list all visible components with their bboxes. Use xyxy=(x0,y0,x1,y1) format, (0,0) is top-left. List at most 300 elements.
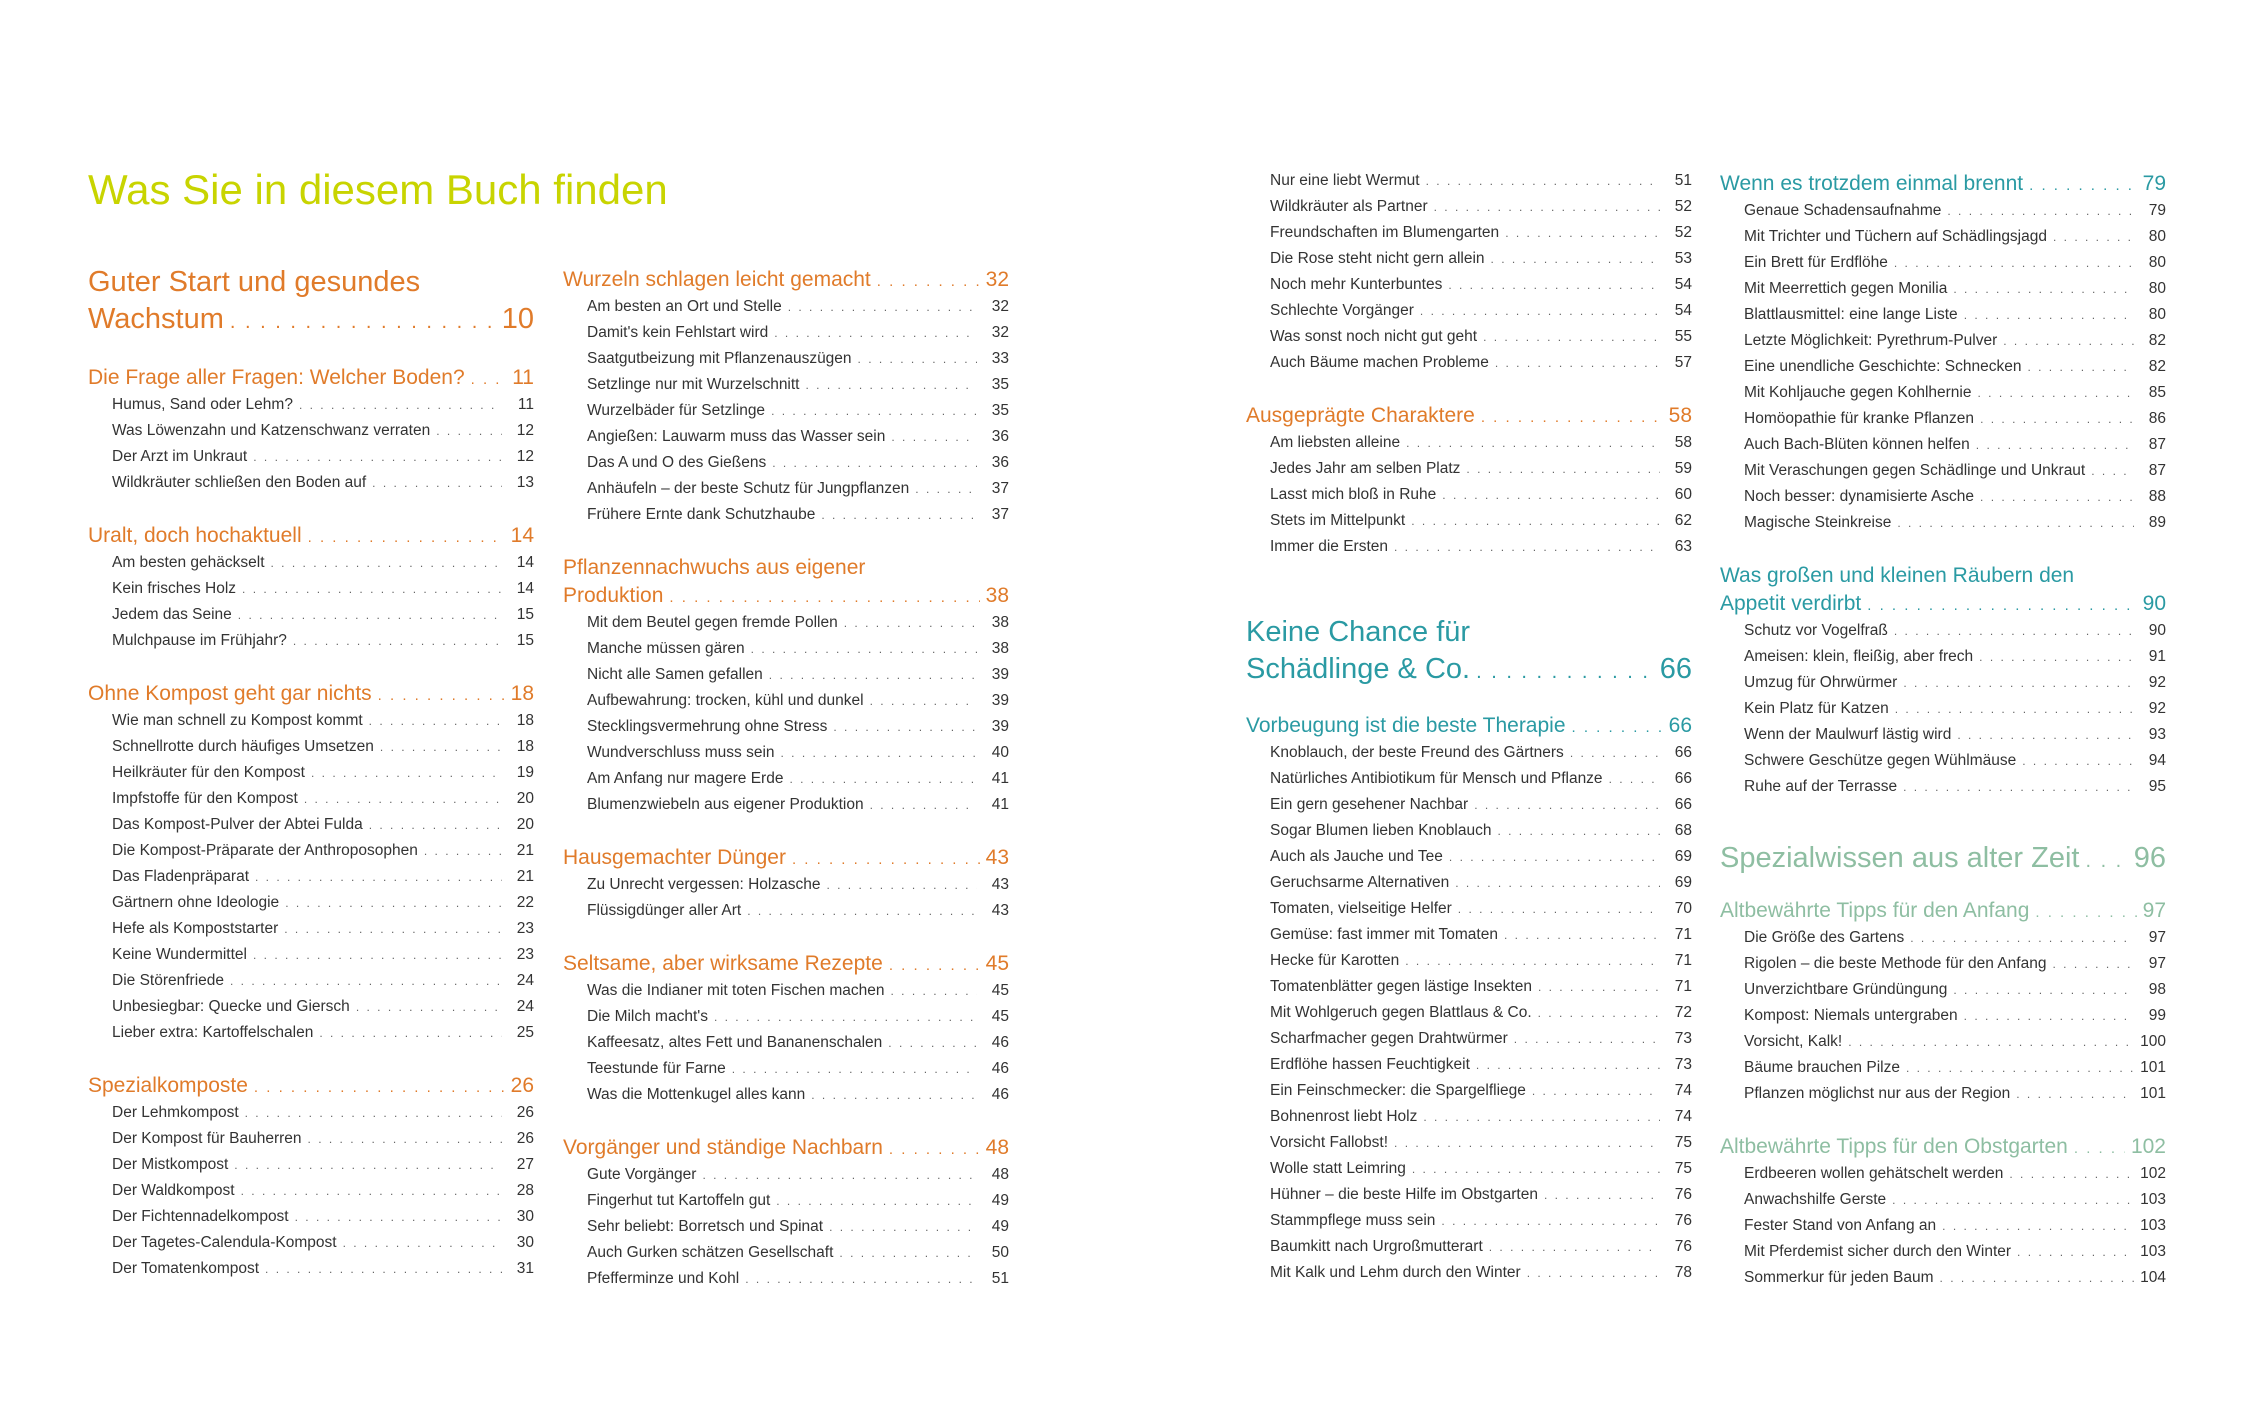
toc-entry-page: 66 xyxy=(1674,744,1692,761)
dot-leader xyxy=(1489,1240,1660,1254)
dot-leader xyxy=(839,1246,977,1260)
dot-leader xyxy=(1394,540,1660,554)
toc-entry xyxy=(563,298,1009,324)
chapter-heading-title: Spezialwissen aus alter Zeit xyxy=(1720,842,2080,874)
toc-entry xyxy=(88,842,534,868)
toc-entry xyxy=(1720,674,2166,700)
dot-leader xyxy=(1848,1035,2134,1049)
toc-entry-page: 66 xyxy=(1674,796,1692,813)
section-heading-page: 102 xyxy=(2130,1135,2166,1158)
toc-entry xyxy=(88,554,534,580)
toc-entry-page: 93 xyxy=(2148,726,2166,743)
toc-entry xyxy=(1720,384,2166,410)
toc-entry-title: Nur eine liebt Wermut xyxy=(1270,172,1420,189)
section-heading-title: Ausgeprägte Charaktere xyxy=(1246,404,1475,427)
toc-entry-title: Immer die Ersten xyxy=(1270,538,1389,555)
toc-entry xyxy=(1246,1004,1692,1030)
dot-leader xyxy=(915,482,977,496)
toc-entry-page: 54 xyxy=(1674,302,1692,319)
toc-entry-title: Bohnenrost liebt Holz xyxy=(1270,1108,1418,1125)
toc-entry-page: 69 xyxy=(1674,874,1692,891)
toc-entry xyxy=(563,718,1009,744)
toc-entry-title: Kein frisches Holz xyxy=(112,580,237,597)
toc-entry xyxy=(88,1130,534,1156)
toc-entry xyxy=(563,1192,1009,1218)
toc-entry xyxy=(1720,462,2166,488)
dot-leader xyxy=(1867,597,2136,614)
dot-leader xyxy=(238,608,502,622)
toc-entry-title: Der Tagetes-Calendula-Kompost xyxy=(112,1234,337,1251)
toc-entry-page: 87 xyxy=(2148,462,2166,479)
toc-entry-title: Mit Wohlgeruch gegen Blattlaus & Co. xyxy=(1270,1004,1532,1021)
dot-leader xyxy=(372,476,502,490)
toc-entry-title: Der Tomatenkompost xyxy=(112,1260,260,1277)
toc-entry xyxy=(1246,952,1692,978)
toc-entry-page: 92 xyxy=(2148,674,2166,691)
dot-leader xyxy=(1953,282,2134,296)
dot-leader xyxy=(1894,624,2134,638)
section-heading-page: 18 xyxy=(510,682,534,705)
dot-leader xyxy=(1942,1219,2134,1233)
toc-entry-page: 14 xyxy=(516,554,534,571)
dot-leader xyxy=(772,456,977,470)
toc-entry xyxy=(1720,752,2166,778)
toc-entry-title: Kein Platz für Katzen xyxy=(1744,700,1889,717)
toc-entry-title: Scharfmacher gegen Drahtwürmer xyxy=(1270,1030,1508,1047)
section-heading xyxy=(1720,592,2166,622)
toc-entry-page: 76 xyxy=(1674,1238,1692,1255)
dot-leader xyxy=(1957,728,2134,742)
section-heading xyxy=(1720,172,2166,202)
toc-entry xyxy=(88,972,534,998)
dot-leader xyxy=(1903,676,2134,690)
toc-entry-title: Hühner – die beste Hilfe im Obstgarten xyxy=(1270,1186,1538,1203)
dot-leader xyxy=(1474,798,1660,812)
toc-entry-title: Die Kompost-Präparate der Anthroposophen xyxy=(112,842,418,859)
dot-leader xyxy=(889,957,980,974)
toc-entry-title: Der Kompost für Bauherren xyxy=(112,1130,302,1147)
toc-entry-title: Wenn der Maulwurf lästig wird xyxy=(1744,726,1952,743)
dot-leader xyxy=(1895,702,2134,716)
dot-leader xyxy=(833,720,977,734)
toc-entry-title: Unverzichtbare Gründüngung xyxy=(1744,981,1948,998)
toc-entry-title: Ein Brett für Erdflöhe xyxy=(1744,254,1888,271)
toc-entry xyxy=(563,376,1009,402)
toc-entry-page: 18 xyxy=(516,712,534,729)
toc-entry-page: 91 xyxy=(2148,648,2166,665)
toc-entry-title: Auch Bach-Blüten können helfen xyxy=(1744,436,1970,453)
toc-entry xyxy=(1246,900,1692,926)
toc-entry-title: Zu Unrecht vergessen: Holzasche xyxy=(587,876,821,893)
toc-entry xyxy=(1720,488,2166,514)
toc-entry xyxy=(1246,354,1692,380)
dot-leader xyxy=(295,1210,502,1224)
dot-leader xyxy=(230,311,496,334)
toc-entry-title: Sehr beliebt: Borretsch und Spinat xyxy=(587,1218,824,1235)
dot-leader xyxy=(858,352,977,366)
dot-leader xyxy=(1906,1061,2134,1075)
dot-leader xyxy=(1609,772,1660,786)
toc-entry xyxy=(1720,280,2166,306)
dot-leader xyxy=(1481,409,1663,426)
toc-entry-title: Gemüse: fast immer mit Tomaten xyxy=(1270,926,1498,943)
toc-entry xyxy=(563,1270,1009,1296)
toc-entry xyxy=(88,764,534,790)
toc-entry-page: 22 xyxy=(516,894,534,911)
toc-entry-title: Angießen: Lauwarm muss das Wasser sein xyxy=(587,428,886,445)
chapter-heading xyxy=(88,266,534,340)
dot-leader xyxy=(889,1141,980,1158)
toc-entry-title: Fester Stand von Anfang an xyxy=(1744,1217,1937,1234)
dot-leader xyxy=(745,1272,977,1286)
toc-entry xyxy=(88,920,534,946)
toc-entry xyxy=(1246,744,1692,770)
toc-entry-title: Wundverschluss muss sein xyxy=(587,744,775,761)
dot-leader xyxy=(2009,1167,2134,1181)
dot-leader xyxy=(1420,304,1660,318)
toc-entry-page: 95 xyxy=(2148,778,2166,795)
toc-entry-page: 73 xyxy=(1674,1056,1692,1073)
toc-entry xyxy=(1720,726,2166,752)
toc-entry-title: Jedem das Seine xyxy=(112,606,232,623)
chapter-heading xyxy=(1720,842,2166,875)
toc-entry-page: 100 xyxy=(2140,1033,2166,1050)
toc-entry-title: Setzlinge nur mit Wurzelschnitt xyxy=(587,376,800,393)
toc-entry-title: Damit's kein Fehlstart wird xyxy=(587,324,769,341)
section-heading-title: Spezialkomposte xyxy=(88,1074,248,1097)
toc-entry xyxy=(88,998,534,1024)
chapter-title xyxy=(88,303,534,340)
toc-entry xyxy=(563,640,1009,666)
toc-entry-title: Ameisen: klein, fleißig, aber frech xyxy=(1744,648,1974,665)
toc-entry-title: Anwachshilfe Gerste xyxy=(1744,1191,1887,1208)
section-heading-line: Was großen und kleinen Räubern den xyxy=(1720,564,2075,587)
toc-entry-title: Gärtnern ohne Ideologie xyxy=(112,894,280,911)
toc-entry xyxy=(563,1034,1009,1060)
section-heading xyxy=(88,524,534,554)
toc-entry-title: Teestunde für Farne xyxy=(587,1060,726,1077)
dot-leader xyxy=(369,714,502,728)
toc-entry-page: 41 xyxy=(991,770,1009,787)
section-heading xyxy=(563,1136,1009,1166)
dot-leader xyxy=(1964,308,2134,322)
toc-entry xyxy=(88,606,534,632)
toc-entry xyxy=(563,1008,1009,1034)
toc-entry-title: Stammpflege muss sein xyxy=(1270,1212,1436,1229)
section-heading-page: 14 xyxy=(510,524,534,547)
toc-entry xyxy=(1720,228,2166,254)
dot-leader xyxy=(1940,1271,2134,1285)
toc-entry-title: Saatgutbeizung mit Pflanzenauszügen xyxy=(587,350,852,367)
toc-entry-title: Pfefferminze und Kohl xyxy=(587,1270,740,1287)
dot-leader xyxy=(2016,1087,2134,1101)
toc-entry-page: 68 xyxy=(1674,822,1692,839)
toc-entry-title: Noch besser: dynamisierte Asche xyxy=(1744,488,1975,505)
toc-entry-title: Das Kompost-Pulver der Abtei Fulda xyxy=(112,816,363,833)
toc-entry-title: Das Fladenpräparat xyxy=(112,868,249,885)
section-heading xyxy=(563,268,1009,298)
toc-entry-title: Knoblauch, der beste Freund des Gärtners xyxy=(1270,744,1564,761)
section-heading-page: 66 xyxy=(1668,714,1692,737)
dot-leader xyxy=(1910,931,2134,945)
dot-leader xyxy=(806,378,978,392)
chapter-title xyxy=(1246,653,1692,690)
section-heading-title: Vorbeugung ist die beste Therapie xyxy=(1246,714,1566,737)
toc-entry-page: 88 xyxy=(2148,488,2166,505)
toc-entry xyxy=(1246,1134,1692,1160)
dot-leader xyxy=(1514,1032,1660,1046)
section-heading-page: 11 xyxy=(512,366,534,389)
toc-entry-title: Mit Trichter und Tüchern auf Schädlingsjagd xyxy=(1744,228,2047,245)
toc-entry xyxy=(1720,1033,2166,1059)
section-heading xyxy=(563,952,1009,982)
toc-entry-page: 20 xyxy=(516,790,534,807)
dot-leader xyxy=(1495,356,1660,370)
toc-entry-title: Humus, Sand oder Lehm? xyxy=(112,396,293,413)
dot-leader xyxy=(1953,983,2134,997)
section-heading-title: Ohne Kompost geht gar nichts xyxy=(88,682,372,705)
toc-entry-page: 79 xyxy=(2148,202,2166,219)
toc-entry-page: 99 xyxy=(2148,1007,2166,1024)
toc-entry xyxy=(1246,770,1692,796)
toc-entry-title: Manche müssen gären xyxy=(587,640,745,657)
toc-entry-page: 19 xyxy=(516,764,534,781)
toc-entry-title: Die Milch macht's xyxy=(587,1008,708,1025)
toc-entry xyxy=(563,454,1009,480)
toc-entry xyxy=(1246,198,1692,224)
toc-entry-title: Natürliches Antibiotikum für Mensch und Pflanze xyxy=(1270,770,1603,787)
dot-leader xyxy=(771,404,977,418)
dot-leader xyxy=(471,371,507,388)
toc-entry xyxy=(1246,276,1692,302)
toc-entry-title: Kaffeesatz, altes Fett und Bananenschalen xyxy=(587,1034,883,1051)
toc-entry-title: Vorsicht, Kalk! xyxy=(1744,1033,1843,1050)
section-heading-page: 48 xyxy=(985,1136,1009,1159)
toc-entry-page: 49 xyxy=(991,1218,1009,1235)
toc-entry-title: Tomaten, vielseitige Helfer xyxy=(1270,900,1452,917)
toc-entry-title: Mit Meerrettich gegen Monilia xyxy=(1744,280,1948,297)
toc-entry xyxy=(1720,648,2166,674)
toc-entry-title: Fingerhut tut Kartoffeln gut xyxy=(587,1192,771,1209)
toc-entry-page: 71 xyxy=(1674,952,1692,969)
toc-entry-title: Ein Feinschmecker: die Spargelfliege xyxy=(1270,1082,1526,1099)
toc-entry xyxy=(1246,328,1692,354)
toc-entry xyxy=(1246,512,1692,538)
toc-entry-title: Homöopathie für kranke Pflanzen xyxy=(1744,410,1975,427)
toc-entry xyxy=(1246,1030,1692,1056)
toc-entry xyxy=(1720,778,2166,804)
toc-entry xyxy=(1246,1108,1692,1134)
toc-entry-page: 80 xyxy=(2148,280,2166,297)
section-heading-title: Die Frage aller Fragen: Welcher Boden? xyxy=(88,366,465,389)
toc-entry xyxy=(563,506,1009,532)
dot-leader xyxy=(2029,177,2137,194)
toc-entry-page: 87 xyxy=(2148,436,2166,453)
toc-entry-page: 97 xyxy=(2148,955,2166,972)
dot-leader xyxy=(285,896,502,910)
dot-leader xyxy=(2017,1245,2134,1259)
toc-entry xyxy=(563,1060,1009,1086)
toc-entry-title: Auch Bäume machen Probleme xyxy=(1270,354,1489,371)
dot-leader xyxy=(1455,876,1660,890)
toc-entry xyxy=(1246,250,1692,276)
toc-entry-page: 26 xyxy=(516,1130,534,1147)
dot-leader xyxy=(1894,256,2134,270)
toc-entry-title: Keine Wundermittel xyxy=(112,946,247,963)
chapter-title-title: Schädlinge & Co. xyxy=(1246,653,1471,685)
dot-leader xyxy=(1903,780,2134,794)
toc-column-3 xyxy=(1246,172,1692,1290)
section-heading xyxy=(88,366,534,396)
dot-leader xyxy=(1527,1266,1660,1280)
toc-entry xyxy=(1246,302,1692,328)
dot-leader xyxy=(265,1262,502,1276)
toc-entry xyxy=(88,422,534,448)
dot-leader xyxy=(1491,252,1660,266)
toc-entry xyxy=(1720,436,2166,462)
toc-entry xyxy=(88,396,534,422)
toc-entry-page: 41 xyxy=(991,796,1009,813)
dot-leader xyxy=(1497,824,1660,838)
chapter-title-title: Wachstum xyxy=(88,303,224,335)
toc-entry-title: Die Rose steht nicht gern allein xyxy=(1270,250,1485,267)
dot-leader xyxy=(669,589,979,606)
toc-entry xyxy=(1246,1212,1692,1238)
toc-entry-page: 54 xyxy=(1674,276,1692,293)
section-heading xyxy=(563,584,1009,614)
toc-entry xyxy=(1720,254,2166,280)
toc-entry-page: 74 xyxy=(1674,1108,1692,1125)
toc-entry-page: 18 xyxy=(516,738,534,755)
toc-entry-page: 62 xyxy=(1674,512,1692,529)
toc-entry-title: Noch mehr Kunterbuntes xyxy=(1270,276,1443,293)
chapter-heading-page: 96 xyxy=(2133,842,2166,874)
dot-leader xyxy=(1406,436,1660,450)
toc-entry-title: Die Störenfriede xyxy=(112,972,225,989)
toc-column-2 xyxy=(563,268,1009,1296)
toc-entry xyxy=(1720,202,2166,228)
section-heading-title: Seltsame, aber wirksame Rezepte xyxy=(563,952,883,975)
toc-entry xyxy=(1246,1082,1692,1108)
toc-entry-page: 20 xyxy=(516,816,534,833)
toc-entry xyxy=(88,738,534,764)
toc-entry xyxy=(1720,1007,2166,1033)
toc-entry-page: 15 xyxy=(516,606,534,623)
toc-entry-page: 39 xyxy=(991,718,1009,735)
dot-leader xyxy=(2091,464,2134,478)
toc-entry-page: 23 xyxy=(516,920,534,937)
dot-leader xyxy=(319,1026,502,1040)
toc-entry-title: Impfstoffe für den Kompost xyxy=(112,790,298,807)
toc-entry-page: 37 xyxy=(991,480,1009,497)
toc-entry xyxy=(563,614,1009,640)
toc-entry-page: 13 xyxy=(516,474,534,491)
toc-entry xyxy=(1720,410,2166,436)
toc-entry-title: Tomatenblätter gegen lästige Insekten xyxy=(1270,978,1532,995)
toc-entry-page: 60 xyxy=(1674,486,1692,503)
toc-entry xyxy=(88,632,534,658)
dot-leader xyxy=(1405,954,1660,968)
toc-entry xyxy=(563,402,1009,428)
toc-entry-title: Blattlausmittel: eine lange Liste xyxy=(1744,306,1958,323)
toc-entry-page: 51 xyxy=(1674,172,1692,189)
toc-entry-title: Was sonst noch nicht gut geht xyxy=(1270,328,1478,345)
toc-entry-title: Der Arzt im Unkraut xyxy=(112,448,248,465)
toc-entry-page: 69 xyxy=(1674,848,1692,865)
toc-entry-title: Flüssigdünger aller Art xyxy=(587,902,742,919)
section-heading-page: 58 xyxy=(1668,404,1692,427)
dot-leader xyxy=(284,922,502,936)
toc-entry xyxy=(88,1260,534,1286)
dot-leader xyxy=(1538,980,1660,994)
dot-leader xyxy=(242,582,502,596)
dot-leader xyxy=(255,870,502,884)
toc-entry-title: Wildkräuter schließen den Boden auf xyxy=(112,474,367,491)
section-heading-title: Appetit verdirbt xyxy=(1720,592,1862,615)
dot-leader xyxy=(821,508,977,522)
toc-entry-page: 15 xyxy=(516,632,534,649)
dot-leader xyxy=(829,1220,977,1234)
dot-leader xyxy=(870,798,977,812)
dot-leader xyxy=(356,1000,502,1014)
toc-entry xyxy=(1246,538,1692,564)
toc-entry xyxy=(88,868,534,894)
toc-entry xyxy=(88,946,534,972)
dot-leader xyxy=(308,529,505,546)
toc-entry-title: Gute Vorgänger xyxy=(587,1166,697,1183)
toc-entry-page: 49 xyxy=(991,1192,1009,1209)
toc-entry xyxy=(563,770,1009,796)
dot-leader xyxy=(424,844,502,858)
toc-entry xyxy=(563,324,1009,350)
toc-entry-page: 98 xyxy=(2148,981,2166,998)
toc-entry xyxy=(88,474,534,500)
toc-entry-title: Am liebsten alleine xyxy=(1270,434,1401,451)
dot-leader xyxy=(1544,1188,1660,1202)
section-heading-page: 90 xyxy=(2142,592,2166,615)
toc-entry-title: Schutz vor Vogelfraß xyxy=(1744,622,1888,639)
toc-entry xyxy=(1246,486,1692,512)
dot-leader xyxy=(789,772,977,786)
chapter-heading-line: Keine Chance für xyxy=(1246,616,1471,648)
toc-entry-page: 66 xyxy=(1674,770,1692,787)
dot-leader xyxy=(811,1088,977,1102)
toc-entry-page: 45 xyxy=(991,1008,1009,1025)
toc-entry-title: Eine unendliche Geschichte: Schnecken xyxy=(1744,358,2022,375)
toc-entry-title: Wolle statt Leimring xyxy=(1270,1160,1406,1177)
dot-leader xyxy=(1476,1058,1660,1072)
toc-entry xyxy=(1246,1238,1692,1264)
toc-entry xyxy=(1720,1217,2166,1243)
toc-entry xyxy=(563,666,1009,692)
toc-entry-page: 26 xyxy=(516,1104,534,1121)
dot-leader xyxy=(2003,334,2134,348)
toc-entry-title: Erdflöhe hassen Feuchtigkeit xyxy=(1270,1056,1470,1073)
toc-entry-page: 72 xyxy=(1674,1004,1692,1021)
toc-entry-page: 101 xyxy=(2140,1085,2166,1102)
dot-leader xyxy=(234,1158,502,1172)
toc-entry-page: 43 xyxy=(991,876,1009,893)
dot-leader xyxy=(1538,1006,1660,1020)
toc-entry xyxy=(1246,460,1692,486)
dot-leader xyxy=(245,1106,502,1120)
toc-entry-title: Mit Veraschungen gegen Schädlinge und Unkraut xyxy=(1744,462,2086,479)
toc-entry-page: 57 xyxy=(1674,354,1692,371)
toc-entry xyxy=(1246,796,1692,822)
toc-entry-title: Heilkräuter für den Kompost xyxy=(112,764,305,781)
dot-leader xyxy=(436,424,502,438)
toc-entry xyxy=(1720,1165,2166,1191)
